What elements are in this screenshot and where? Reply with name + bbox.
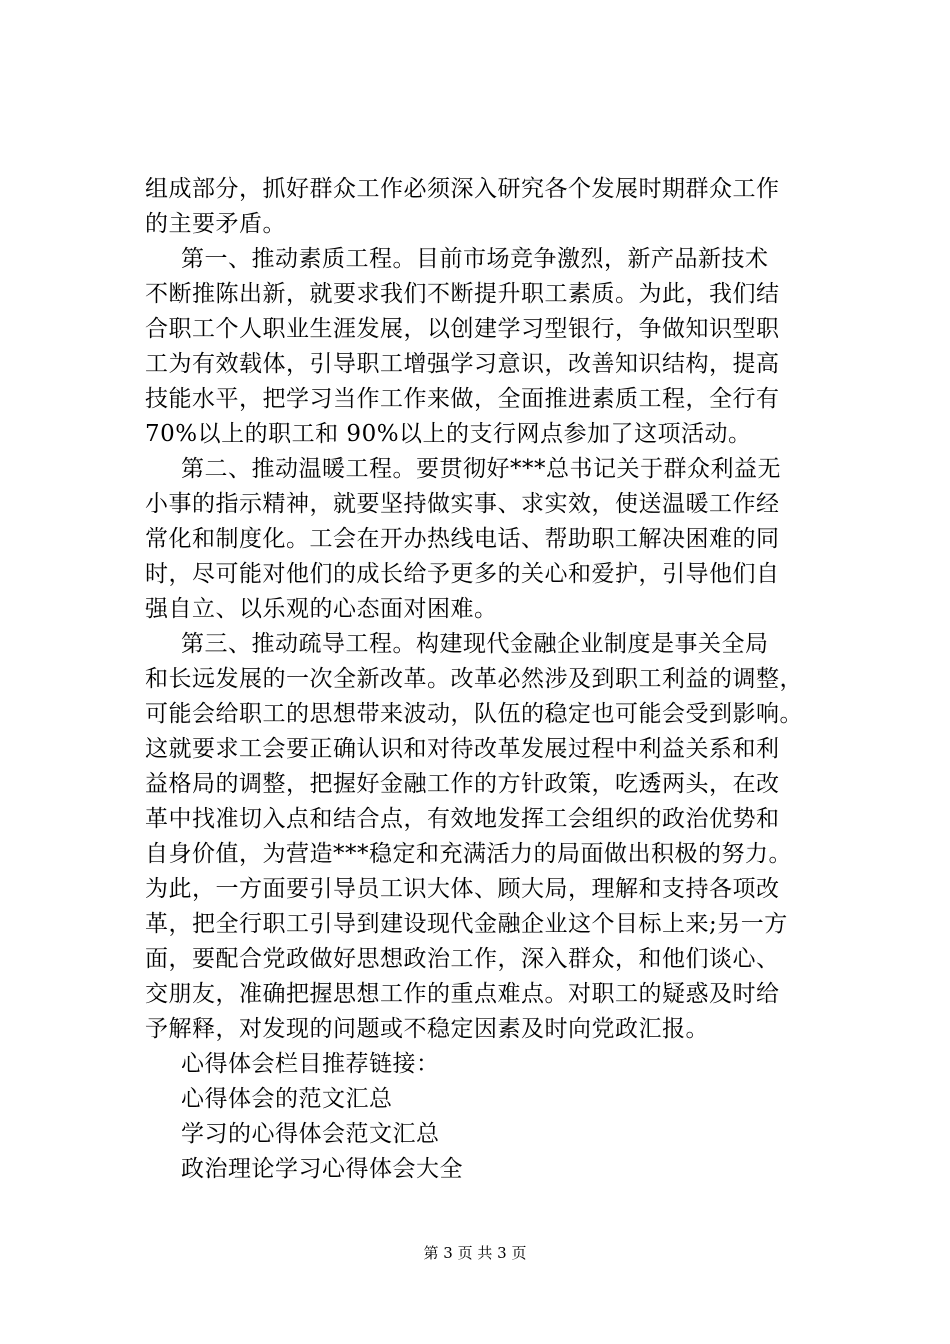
page-footer: 第 3 页 共 3 页 [423, 1244, 527, 1262]
text-line: 可能会给职工的思想带来波动，队伍的稳定也可能会受到影响。 [145, 701, 803, 727]
text-line: 常化和制度化。工会在开办热线电话、帮助职工解决困难的同 [145, 526, 780, 552]
text-line: 小事的指示精神，就要坚持做实事、求实效，使送温暖工作经 [145, 491, 780, 517]
text-line: 不断推陈出新，就要求我们不断提升职工素质。为此，我们结 [145, 281, 780, 307]
text-line: 予解释，对发现的问题或不稳定因素及时向党政汇报。 [145, 1016, 709, 1042]
text-line: 和长远发展的一次全新改革。改革必然涉及到职工利益的调整， [145, 666, 803, 692]
text-line: 心得体会栏目推荐链接： [181, 1051, 440, 1077]
document-body [145, 172, 805, 1187]
text-line: 为此，一方面要引导员工识大体、顾大局，理解和支持各项改 [145, 876, 780, 902]
text-line: 革，把全行职工引导到建设现代金融企业这个目标上来;另一方 [145, 911, 788, 937]
text-line: 自身价值，为营造***稳定和充满活力的局面做出积极的努力。 [145, 841, 792, 867]
text-line: 面，要配合党政做好思想政治工作，深入群众，和他们谈心、 [145, 946, 780, 972]
text-line: 组成部分，抓好群众工作必须深入研究各个发展时期群众工作 [145, 176, 780, 202]
text-line: 合职工个人职业生涯发展，以创建学习型银行，争做知识型职 [145, 316, 780, 342]
text-line: 益格局的调整，把握好金融工作的方针政策，吃透两头，在改 [145, 771, 780, 797]
text-line: 革中找准切入点和结合点，有效地发挥工会组织的政治优势和 [145, 806, 780, 832]
text-line: 这就要求工会要正确认识和对待改革发展过程中利益关系和利 [145, 736, 780, 762]
text-line: 学习的心得体会范文汇总 [181, 1121, 440, 1147]
text-line: 交朋友，准确把握思想工作的重点难点。对职工的疑惑及时给 [145, 981, 780, 1007]
text-line: 时，尽可能对他们的成长给予更多的关心和爱护，引导他们自 [145, 561, 780, 587]
text-line: 的主要矛盾。 [145, 211, 286, 237]
text-line: 第三、推动疏导工程。构建现代金融企业制度是事关全局 [181, 631, 769, 657]
text-line: 第二、推动温暖工程。要贯彻好***总书记关于群众利益无 [181, 456, 781, 482]
text-line: 70%以上的职工和 90%以上的支行网点参加了这项活动。 [145, 421, 752, 447]
text-line: 技能水平，把学习当作工作来做，全面推进素质工程，全行有 [145, 386, 780, 412]
text-line: 第一、推动素质工程。目前市场竞争激烈，新产品新技术 [181, 246, 769, 272]
text-line: 工为有效载体，引导职工增强学习意识，改善知识结构，提高 [145, 351, 780, 377]
text-line: 政治理论学习心得体会大全 [181, 1156, 463, 1182]
text-line: 强自立、以乐观的心态面对困难。 [145, 596, 498, 622]
text-line: 心得体会的范文汇总 [181, 1086, 393, 1112]
